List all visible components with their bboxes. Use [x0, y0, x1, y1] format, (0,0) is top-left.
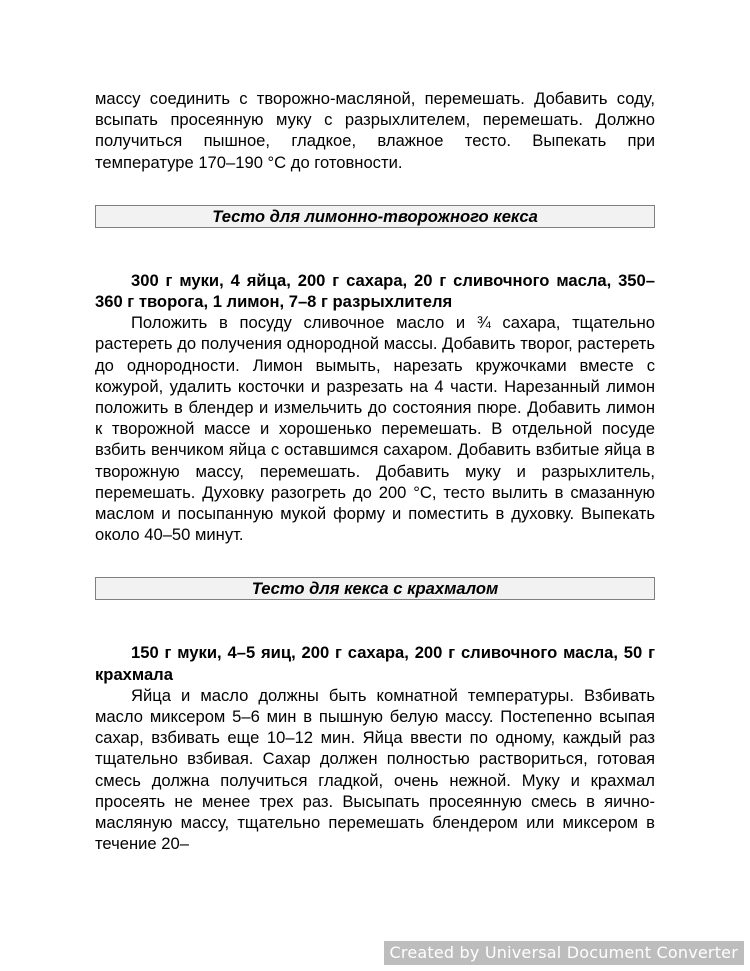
ingredients-lemon-curd-cake: 300 г муки, 4 яйца, 200 г сахара, 20 г сливочного масла, 350–360 г творога, 1 лимон, 7–8 г разрыхлителя — [95, 270, 655, 312]
section-heading-starch-cake: Тесто для кекса с крахмалом — [95, 577, 655, 600]
section-heading-lemon-curd-cake: Тесто для лимонно-творожного кекса — [95, 205, 655, 228]
spacer — [95, 600, 655, 642]
method-lemon-curd-cake: Положить в посуду сливочное масло и ¾ сахара, тщательно растереть до получения однородной массы. Добавить творог, растереть до однородности. Лимон вымыть, нарезать кружочками вместе с кожурой, удалить косточки и разрезать на 4 части. Нарезанный лимон положить в блендер и измельчить до состояния пюре. Добавить лимон к творожной массе и хорошенько перемешать. В отдельной посуде взбить венчиком яйца с оставшимся сахаром. Добавить взбитые яйца в творожную массу, перемешать. Добавить муку и разрыхлитель, перемешать. Духовку разогреть до 200 °С, тесто вылить в смазанную маслом и посыпанную мукой форму и поместить в духовку. Выпекать около 40–50 минут. — [95, 313, 655, 545]
spacer — [95, 228, 655, 270]
spacer — [95, 173, 655, 205]
method-starch-cake: Яйца и масло должны быть комнатной температуры. Взбивать масло миксером 5–6 мин в пышную белую массу. Постепенно всыпая сахар, взбивать еще 10–12 мин. Яйца ввести по одному, каждый раз тщательно взбивая. Сахар должен полностью раствориться, готовая смесь должна получиться гладкой, очень нежной. Муку и крахмал просеять не менее трех раз. Высыпать просеянную смесь в яично-масляную массу, тщательно перемешать блендером или миксером в течение 20– — [95, 685, 655, 854]
ingredients-starch-cake: 150 г муки, 4–5 яиц, 200 г сахара, 200 г сливочного масла, 50 г крахмала — [95, 643, 655, 684]
converter-watermark: Created by Universal Document Converter — [384, 941, 744, 965]
intro-paragraph: массу соединить с творожно-масляной, перемешать. Добавить соду, всыпать просеянную муку с разрыхлителем, перемешать. Должно получиться пышное, гладкое, влажное тесто. Выпекать при температуре 170–190 °С до готовности. — [95, 89, 655, 172]
spacer — [95, 545, 655, 577]
document-page — [95, 88, 655, 854]
